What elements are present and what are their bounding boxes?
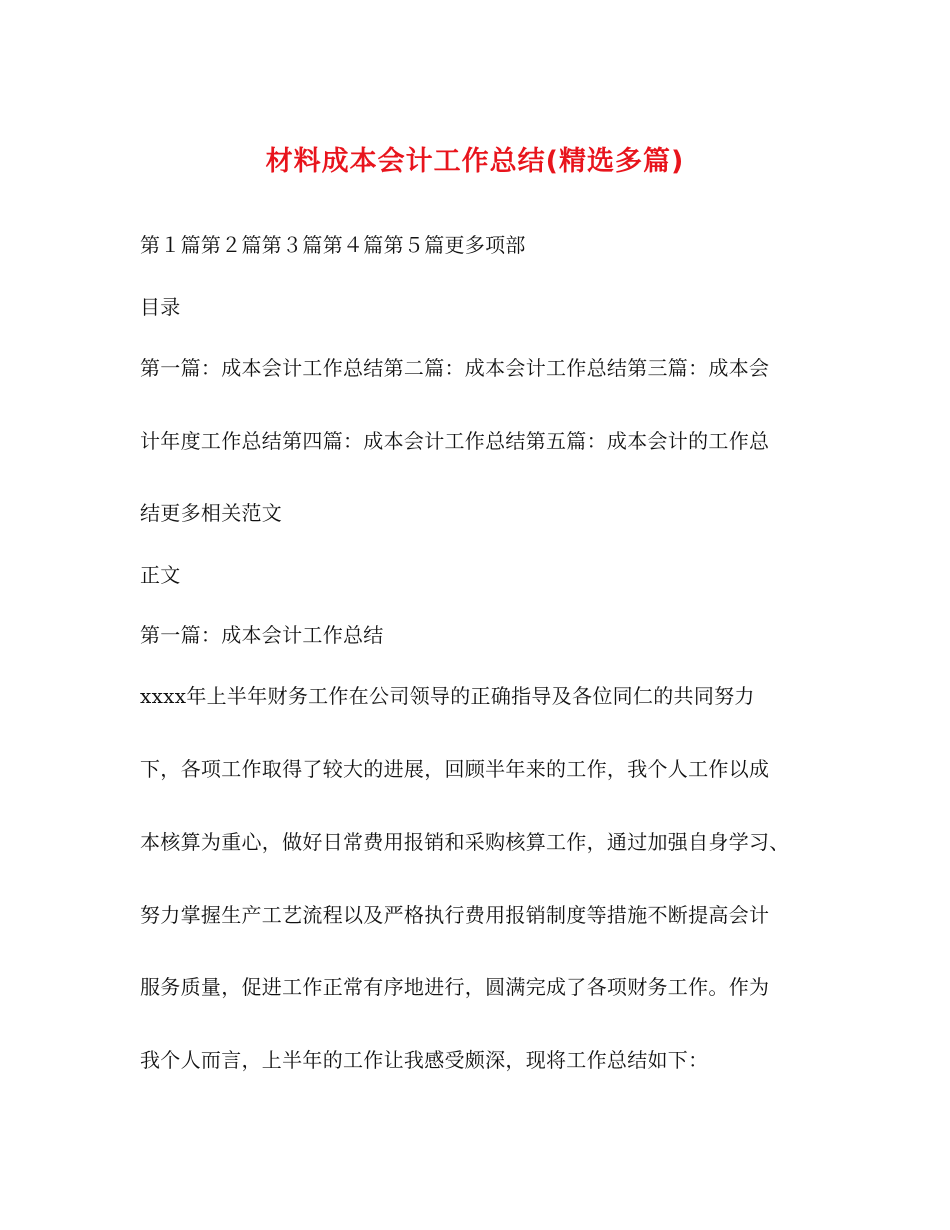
- paragraph-line-6: 我个人而言，上半年的工作让我感受颇深，现将工作总结如下：: [140, 1048, 709, 1072]
- paragraph-line-3: 本核算为重心，做好日常费用报销和采购核算工作，通过加强自身学习、: [140, 830, 790, 854]
- toc-line-1: 第一篇：成本会计工作总结第二篇：成本会计工作总结第三篇：成本会: [140, 356, 770, 380]
- paragraph-line-2: 下，各项工作取得了较大的进展，回顾半年来的工作，我个人工作以成: [140, 757, 770, 781]
- toc-line-3: 结更多相关范文: [140, 501, 283, 525]
- body-heading: 正文: [140, 563, 181, 587]
- paragraph-line-4: 努力掌握生产工艺流程以及严格执行费用报销制度等措施不断提高会计: [140, 903, 770, 927]
- paragraph-line-1: xxxx年上半年财务工作在公司领导的正确指导及各位同仁的共同努力: [140, 684, 755, 708]
- section-links-line: 第１篇第２篇第３篇第４篇第５篇更多项部: [140, 233, 526, 257]
- document-title: 材料成本会计工作总结(精选多篇): [265, 146, 685, 177]
- paragraph-line-5: 服务质量，促进工作正常有序地进行，圆满完成了各项财务工作。作为: [140, 975, 770, 999]
- toc-line-2: 计年度工作总结第四篇：成本会计工作总结第五篇：成本会计的工作总: [140, 429, 770, 453]
- toc-heading: 目录: [140, 295, 181, 319]
- chapter-one-heading: 第一篇：成本会计工作总结: [140, 623, 384, 647]
